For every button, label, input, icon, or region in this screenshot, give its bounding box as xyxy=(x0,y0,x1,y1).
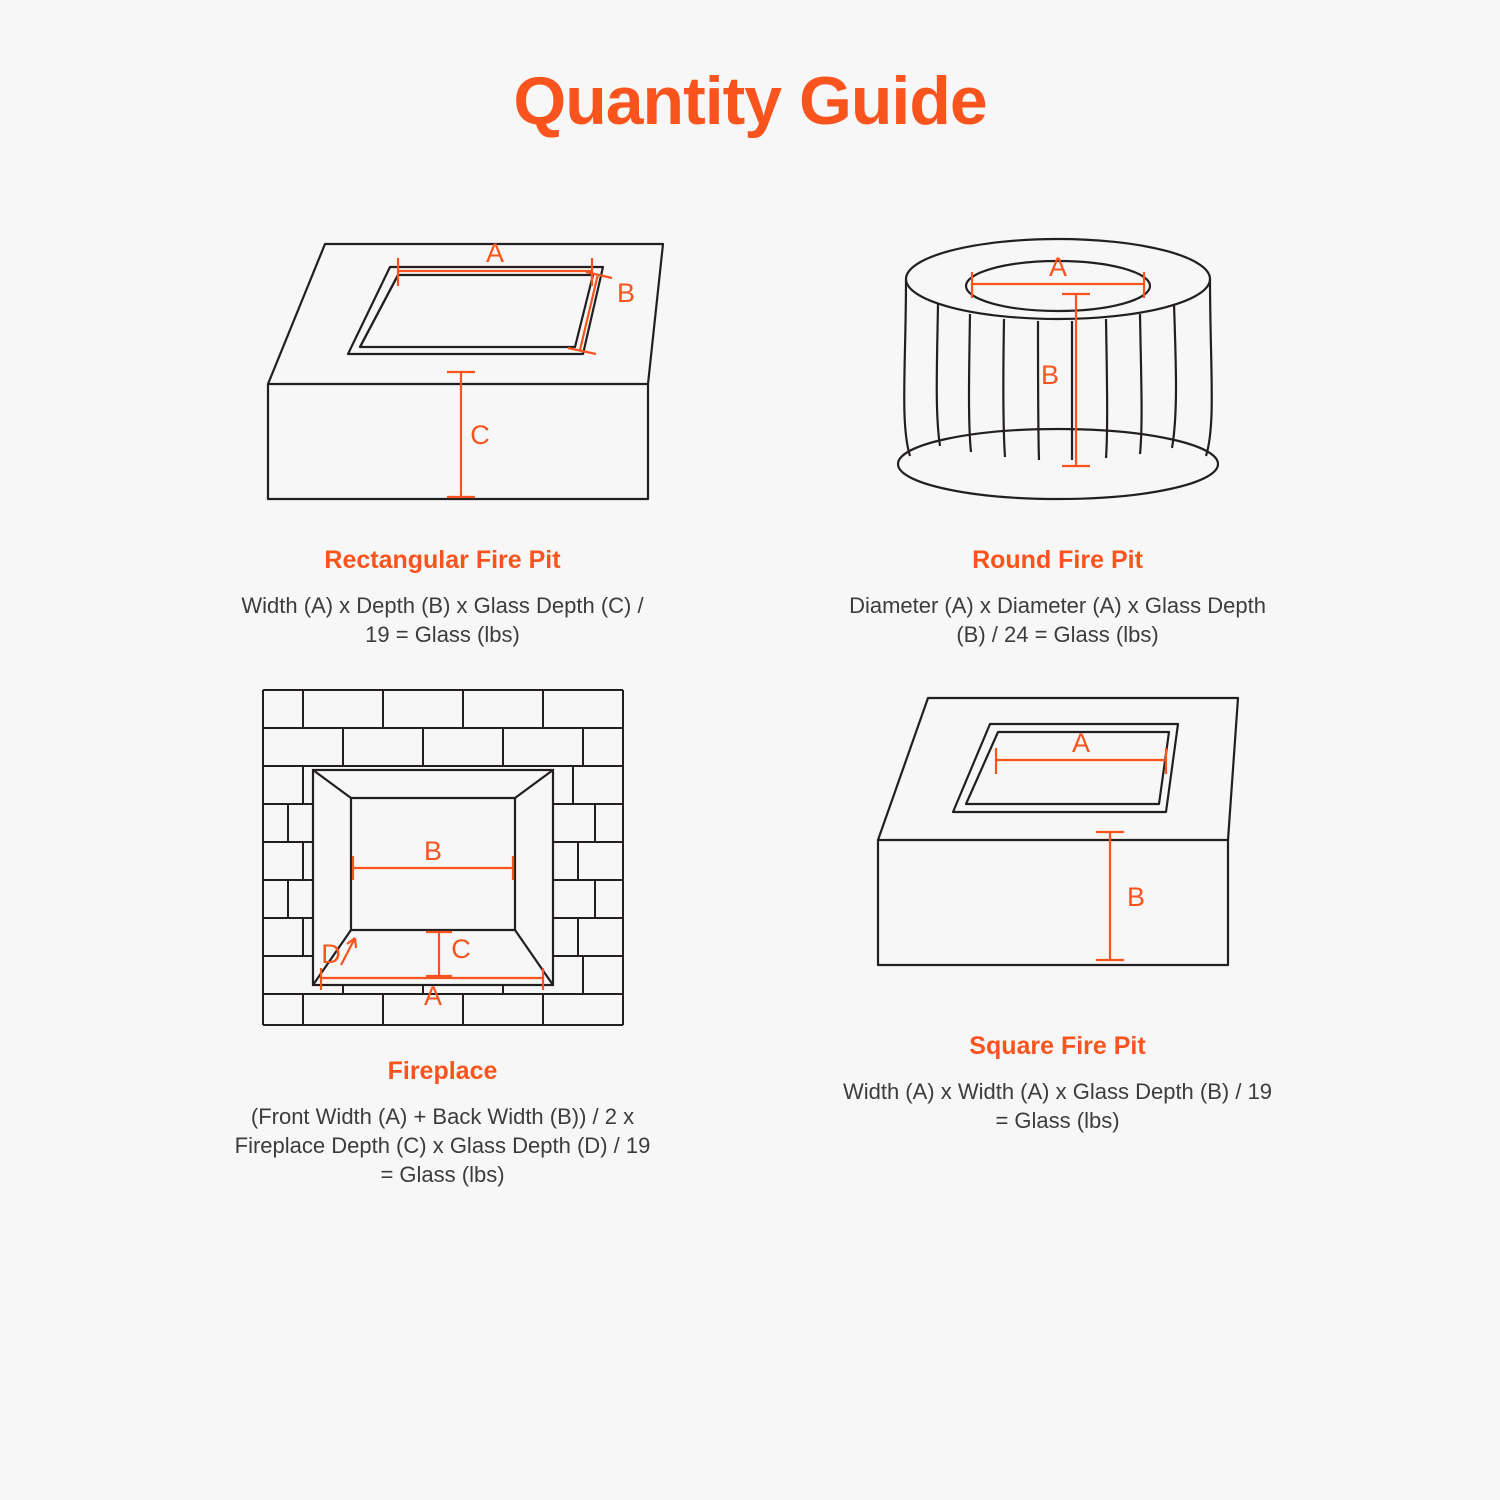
dimension-label-c: C xyxy=(469,420,490,450)
card-title-fireplace: Fireplace xyxy=(387,1056,498,1085)
card-formula-round: Diameter (A) x Diameter (A) x Glass Depth (B) / 24 = Glass (lbs) xyxy=(849,593,1266,648)
figure-rectangular-fire-pit xyxy=(140,224,745,524)
card-round-fire-pit xyxy=(755,224,1360,650)
dimension-label-b: B xyxy=(616,278,635,308)
square-fire-pit-drawing xyxy=(848,680,1268,1010)
dimension-label-a: A xyxy=(1048,252,1067,282)
figure-square-fire-pit xyxy=(755,680,1360,1010)
card-fireplace xyxy=(140,680,745,1190)
dimension-label-b: B xyxy=(423,835,442,866)
diagram-grid xyxy=(140,224,1360,1189)
rectangular-fire-pit-drawing xyxy=(208,224,678,524)
dimension-label-a: A xyxy=(423,980,442,1011)
round-fire-pit-drawing xyxy=(858,224,1258,524)
card-title-square: Square Fire Pit xyxy=(969,1031,1146,1060)
card-title-rectangular: Rectangular Fire Pit xyxy=(324,546,561,574)
dimension-label-b: B xyxy=(1040,360,1059,390)
card-square-fire-pit xyxy=(755,680,1360,1190)
page-title: Quantity Guide xyxy=(513,63,987,139)
dimension-label-b: B xyxy=(1126,881,1145,912)
dimension-label-c: C xyxy=(450,933,471,964)
card-formula-fireplace: (Front Width (A) + Back Width (B)) / 2 x Fireplace Depth (C) x Glass Depth (D) / 19 = Glass (lbs) xyxy=(234,1103,651,1187)
card-rectangular-fire-pit xyxy=(140,224,745,650)
dimension-label-d: D xyxy=(320,938,341,969)
card-formula-square: Width (A) x Width (A) x Glass Depth (B) / 19 = Glass (lbs) xyxy=(842,1078,1273,1133)
fireplace-drawing xyxy=(243,680,643,1035)
card-title-round: Round Fire Pit xyxy=(972,546,1143,574)
dimension-label-a: A xyxy=(485,238,504,268)
figure-round-fire-pit xyxy=(755,224,1360,524)
card-formula-rectangular: Width (A) x Depth (B) x Glass Depth (C) / 19 = Glass (lbs) xyxy=(241,593,644,648)
dimension-label-a: A xyxy=(1071,727,1090,758)
figure-fireplace xyxy=(140,680,745,1035)
